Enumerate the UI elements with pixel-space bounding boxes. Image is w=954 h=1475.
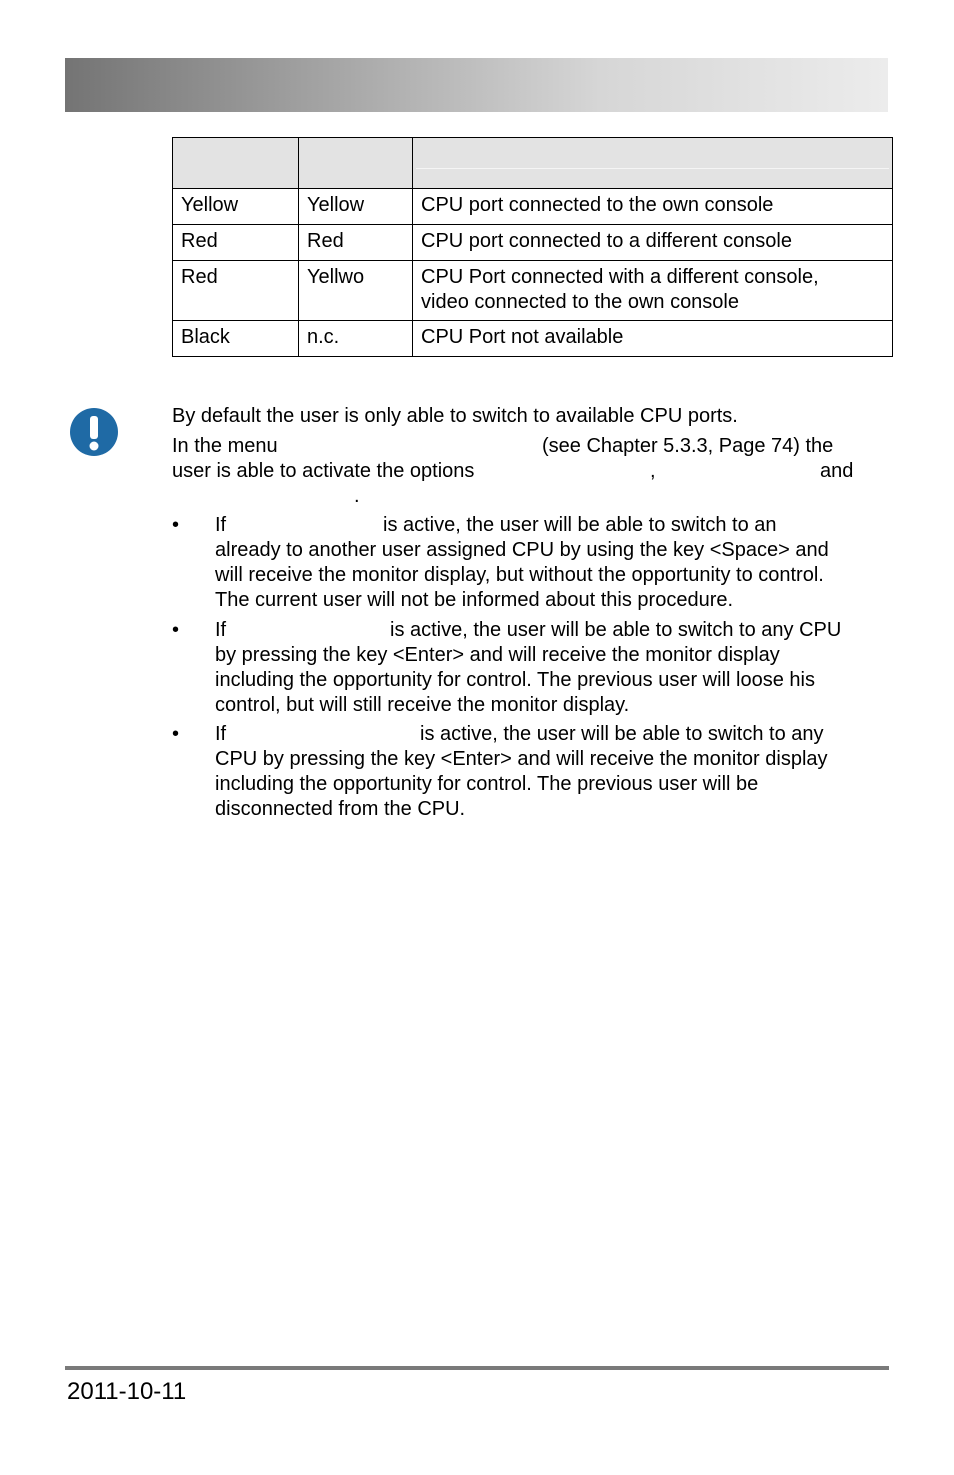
table-header-cell (299, 138, 413, 189)
exclamation-icon (70, 408, 118, 456)
table-cell: Yellwo (299, 261, 413, 321)
bullet-text: including the opportunity for control. The previous user will loose his (215, 669, 815, 691)
table-cell: Red (173, 261, 299, 321)
table-cell: Yellow (173, 189, 299, 225)
bullet-text: is active, the user will be able to switch to any CPU (390, 619, 842, 641)
table-header-cell (173, 138, 299, 189)
bullet-text: including the opportunity for control. The previous user will be (215, 773, 759, 795)
table-cell: CPU port connected to the own console (413, 189, 893, 225)
footer-divider (65, 1366, 889, 1370)
header-bar (65, 58, 888, 112)
note-line: user is able to activate the options (172, 460, 475, 482)
table-cell: Yellow (299, 189, 413, 225)
note-line: . (354, 485, 360, 507)
table-cell: Black (173, 321, 299, 357)
note-line: and (820, 460, 854, 482)
footer-date: 2011-10-11 (67, 1378, 187, 1405)
bullet-text: The current user will not be informed about this procedure. (215, 589, 734, 611)
table-cell: n.c. (299, 321, 413, 357)
note-line: (see Chapter 5.3.3, Page 74) the (542, 435, 834, 457)
bullet-text: will receive the monitor display, but without the opportunity to control. (215, 564, 824, 586)
table-header-cell (413, 138, 893, 189)
bullet-lead: If (215, 514, 227, 536)
bullet-text: disconnected from the CPU. (215, 798, 466, 820)
note-line: By default the user is only able to switch to available CPU ports. (172, 405, 738, 427)
bullet-text: control, but will still receive the monitor display. (215, 694, 630, 716)
table-row (173, 225, 893, 261)
table-cell: Red (173, 225, 299, 261)
table-cell: Red (299, 225, 413, 261)
note-line: , (650, 460, 656, 482)
bullet-lead: If (215, 723, 227, 745)
bullet-text: already to another user assigned CPU by using the key <Space> and (215, 539, 829, 561)
table-cell-line: CPU Port connected with a different console, (421, 266, 819, 288)
table-row (173, 189, 893, 225)
note-line: In the menu (172, 435, 278, 457)
bullet-text: by pressing the key <Enter> and will receive the monitor display (215, 644, 780, 666)
bullet-marker: • (172, 723, 180, 745)
bullet-marker: • (172, 514, 180, 536)
bullet-text: CPU by pressing the key <Enter> and will receive the monitor display (215, 748, 828, 770)
bullet-lead: If (215, 619, 227, 641)
table-cell: CPU port connected to a different console (413, 225, 893, 261)
table-row (173, 321, 893, 357)
table-row (173, 261, 893, 321)
table-cell-line: video connected to the own console (421, 291, 739, 313)
table-cell (413, 261, 893, 321)
bullet-marker: • (172, 619, 180, 641)
table-header-row (173, 138, 893, 189)
bullet-text: is active, the user will be able to switch to any (420, 723, 824, 745)
table-cell: CPU Port not available (413, 321, 893, 357)
status-table (172, 137, 893, 357)
bullet-text: is active, the user will be able to switch to an (383, 514, 777, 536)
